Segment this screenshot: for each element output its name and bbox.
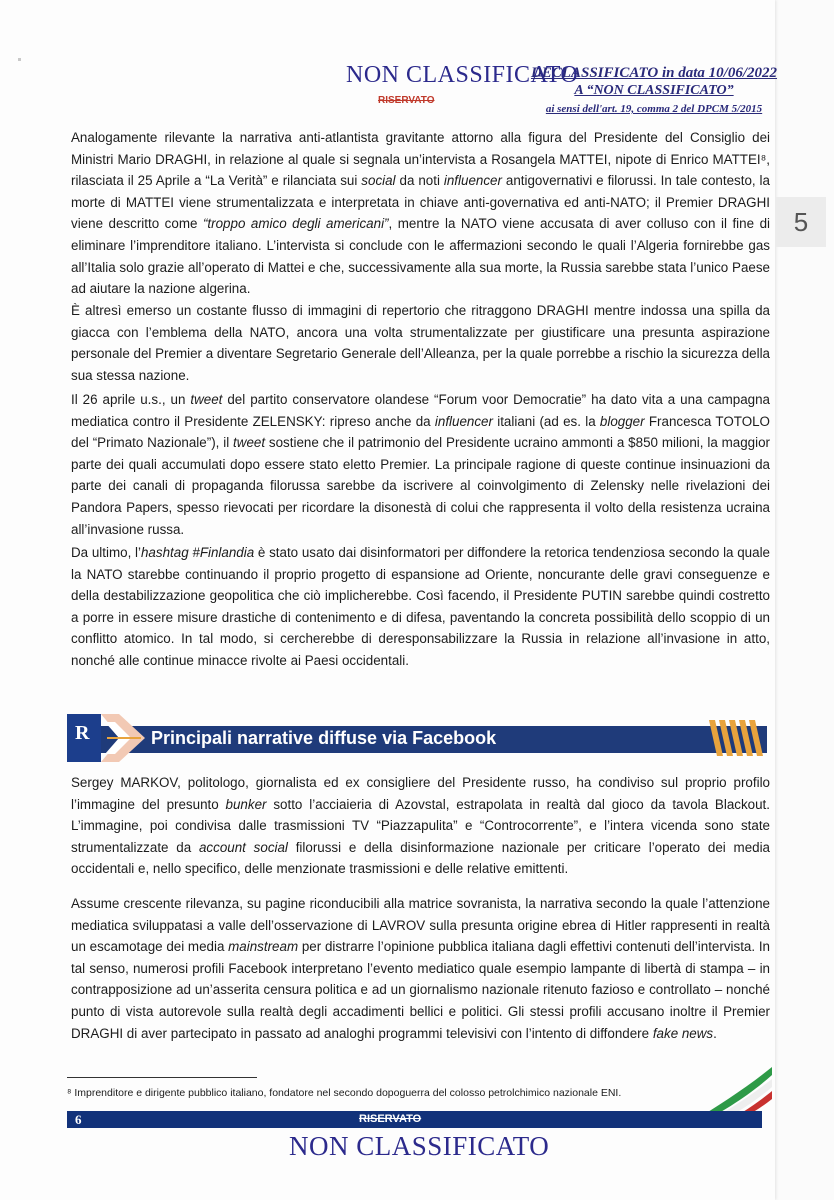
declass-line-3: ai sensi dell'art. 19, comma 2 del DPCM 5/2015 xyxy=(545,103,763,115)
riservato-struck-top: RISERVATO xyxy=(378,95,435,106)
section-letter-badge xyxy=(67,714,101,762)
non-classificato-stamp-top: NON CLASSIFICATO xyxy=(346,62,579,88)
section-chevron-icon xyxy=(101,714,149,762)
declass-line-2: A “NON CLASSIFICATO” xyxy=(574,83,734,98)
footnote-divider xyxy=(67,1077,257,1078)
viewer-page-badge[interactable]: 5 xyxy=(776,197,826,247)
section-title: Principali narrative diffuse via Facebook xyxy=(151,728,497,748)
footnote-8: ⁸ Imprenditore e dirigente pubblico italiano, fondatore nel secondo dopoguerra del colosso petrolchimico nazionale ENI. xyxy=(67,1087,622,1099)
paragraph-lavrov: Assume crescente rilevanza, su pagine riconducibili alla matrice sovranista, la narrativa secondo la quale l’attenzione mediatica sviluppatasi a valle dell’osservazione di LAVROV sulla presunta origine ebrea di Hitler rappresenti in realtà un escamotage dei media mainstream per distrarre l’opinione pubblica italiana dagli effettivi contenuti dell’intervista. In tal senso, numerosi profili Facebook interpretano l’evento mediatico quale esempio lampante di libertà di stampa – in contrapposizione ad un’asserita censura politica e ad un giornalismo nazionale ritenuto fazioso e controllato – nonché punto di vista autorevole sulla realtà degli accadimenti bellici e politici. Gli stessi profili accusano inoltre il Premier DRAGHI di aver partecipato in passato ad analoghi programmi televisivi con l’intento di diffondere fake news. xyxy=(71,896,770,1041)
paragraph-zelensky: Il 26 aprile u.s., un tweet del partito conservatore olandese “Forum voor Democratie” ha dato vita a una campagna mediatica contro il Presidente ZELENSKY: ripreso anche da influencer italiani (ad es. la blogger Francesca TOTOLO del “Primato Nazionale”), il tweet sostiene che il patrimonio del Presidente ucraino ammonti a $850 milioni, la maggior parte dei quali accumulati dopo essere stato eletto Premier. La principale ragione di queste continue insinuazioni da parte dei canali di propaganda filorussa sarebbe da iscrivere al coinvolgimento di Zelensky nelle rivelazioni dei Pandora Papers, spesso rievocati per ricordare la disonestà di colui che rappresenta il volto della resistenza ucraina all’invasione russa. xyxy=(71,392,771,537)
declassification-stamp xyxy=(530,64,778,118)
riservato-struck-bottom: RISERVATO xyxy=(359,1113,422,1125)
non-classificato-stamp-bottom: NON CLASSIFICATO xyxy=(289,1131,550,1161)
page-number: 6 xyxy=(75,1112,82,1127)
paragraph-finlandia: Da ultimo, l’hashtag #Finlandia è stato usato dai disinformatori per diffondere la retorica tendenziosa secondo la quale la NATO starebbe continuando il proprio progetto di espansione ad Oriente, noncurante delle gravi conseguenze e della destabilizzazione geopolitica che ciò implicherebbe. Così facendo, il Presidente PUTIN sarebbe quindi costretto a porre in essere misure drastiche di contenimento e di difesa, paventando la concreta possibilità dello scoppio di un conflitto atomico. In tal modo, si cercherebbe di deresponsabilizzare la Russia in relazione all’invasione in atto, nonché alle continue minacce rivolte ai Paesi occidentali. xyxy=(71,545,770,668)
section-header xyxy=(67,714,767,762)
declass-line-1: DECLASSIFICATO in data 10/06/2022 xyxy=(530,65,778,81)
section-letter: R xyxy=(75,722,90,744)
footer-bar xyxy=(67,1111,762,1128)
paragraph-markov: Sergey MARKOV, politologo, giornalista ed ex consigliere del Presidente russo, ha condiviso sul proprio profilo l’immagine del presunto bunker sotto l’acciaieria di Azovstal, estrapolata in realtà dal gioco da tavola Blackout. L’immagine, poi condivisa dalle trasmissioni TV “Piazzapulita” e “Controcorrente”, e l’intera vicenda sono state strumentalizzate da account social filorussi e della disinformazione nazionale per criticare l’operato dei media occidentali e, nello specifico, delle menzionate trasmissioni e delle relative emittenti. xyxy=(71,775,771,877)
scan-mark xyxy=(18,58,21,61)
section-stripes-icon xyxy=(707,720,767,756)
paragraph-mattei: Analogamente rilevante la narrativa anti-atlantista gravitante attorno alla figura del Presidente del Consiglio dei Ministri Mario DRAGHI, in relazione al quale si segnala un’intervista a Rosangela MATTEI, nipote di Enrico MATTEI⁸, rilasciata il 25 Aprile a “La Verità” e rilanciata sui social da noti influencer antigovernativi e filorussi. In tale contesto, la morte di MATTEI viene strumentalizzata e interpretata in chiave anti-governativa ed anti-NATO; il Premier DRAGHI viene descritto come “troppo amico degli americani”, mentre la NATO viene accusata di aver colluso con il fine di eliminare l’imprenditore italiano. L’intervista si conclude con le affermazioni secondo le quali l’Algeria fornirebbe gas all’Italia solo grazie all’operato di Mattei e che, successivamente alla sua morte, la Russia sarebbe stata l’unico Paese ad aiutare la nazione algerina. xyxy=(71,130,770,297)
paragraph-nato-pin: È altresì emerso un costante flusso di immagini di repertorio che ritraggono DRAGHI mentre indossa una spilla da giacca con l’emblema della NATO, ancora una volta strumentalizzate per giustificare una presunta aspirazione personale del Premier a diventare Segretario Generale dell’Alleanza, per la quale porrebbe a rischio la sicurezza della sua stessa nazione. xyxy=(71,303,770,383)
